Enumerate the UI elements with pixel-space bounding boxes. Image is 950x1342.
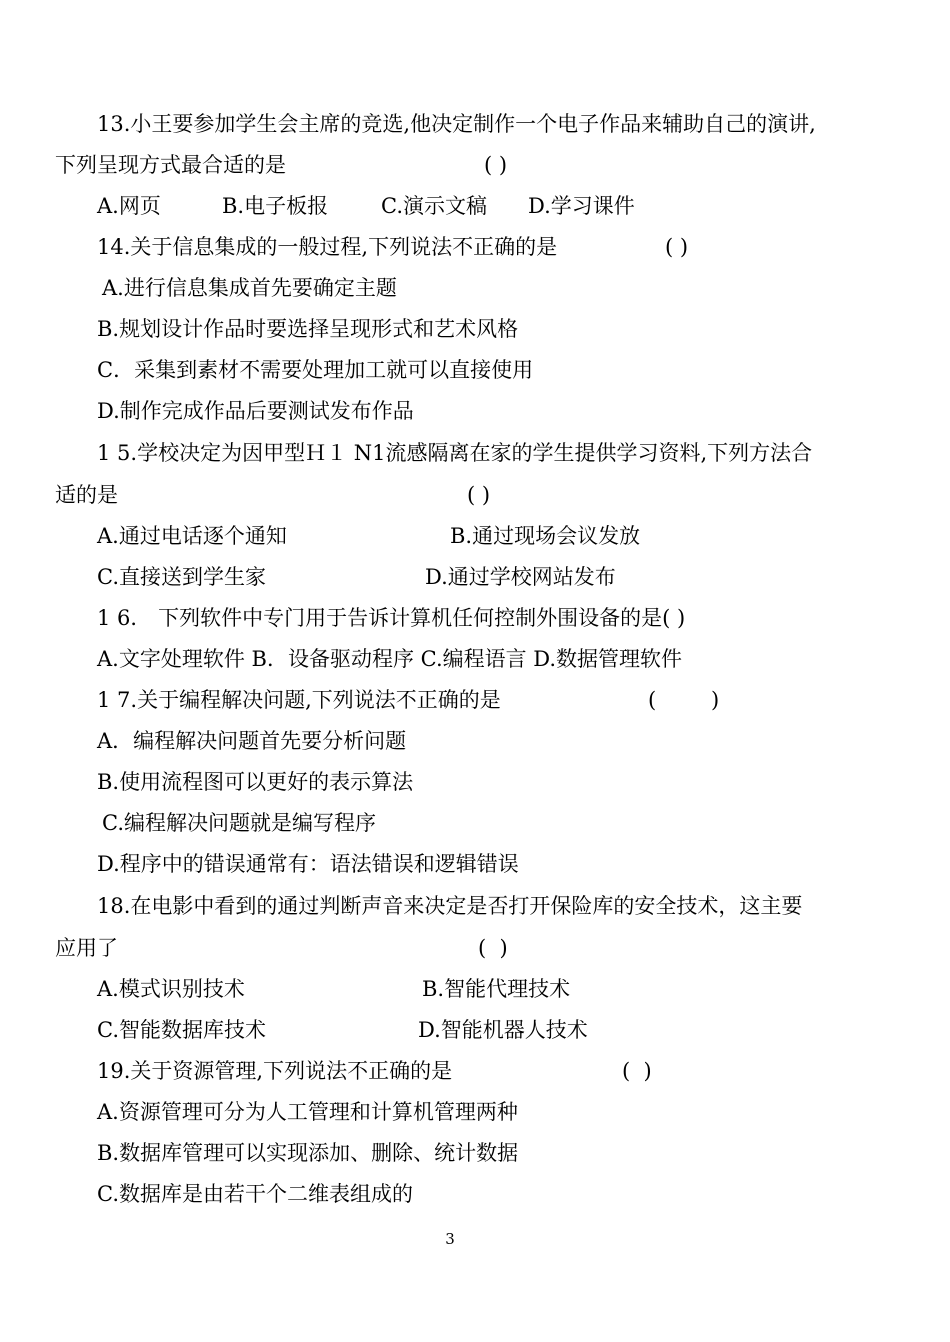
q18-option-a: A.模式识别技术 (97, 977, 245, 1001)
q19-option-a: A.资源管理可分为人工管理和计算机管理两种 (97, 1100, 518, 1124)
q18-stem-line1: 18.在电影中看到的通过判断声音来决定是否打开保险库的安全技术，这主要 (97, 894, 803, 918)
q14-option-d: D.制作完成作品后要测试发布作品 (97, 399, 414, 423)
q19-option-c: C.数据库是由若干个二维表组成的 (97, 1182, 413, 1206)
q15-answer-blank: ( ) (467, 483, 491, 507)
q17-option-a: A．编程解决问题首先要分析问题 (97, 729, 407, 753)
q18-option-d: D.智能机器人技术 (418, 1018, 588, 1042)
q17-option-b: B.使用流程图可以更好的表示算法 (97, 770, 414, 794)
q13-answer-blank: ( ) (484, 153, 508, 177)
q13-stem-line2: 下列呈现方式最合适的是 (55, 153, 286, 177)
q16-options: A.文字处理软件 B．设备驱动程序 C.编程语言 D.数据管理软件 (97, 647, 683, 671)
q13-option-b: B.电子板报 (222, 194, 329, 218)
q14-option-c: C．采集到素材不需要处理加工就可以直接使用 (97, 358, 534, 382)
q19-answer-blank: ( ) (622, 1059, 652, 1083)
q19-option-b: B.数据库管理可以实现添加、删除、统计数据 (97, 1141, 519, 1165)
q14-option-a: A.进行信息集成首先要确定主题 (102, 276, 397, 300)
q15-option-c: C.直接送到学生家 (97, 565, 266, 589)
q19-stem: 19.关于资源管理,下列说法不正确的是 (97, 1059, 453, 1083)
q13-stem-line1: 13.小王要参加学生会主席的竞选,他决定制作一个电子作品来辅助自己的演讲, (97, 112, 816, 136)
q15-option-b: B.通过现场会议发放 (450, 524, 641, 548)
q13-option-a: A.网页 (97, 194, 161, 218)
q17-option-c: C.编程解决问题就是编写程序 (102, 811, 376, 835)
q17-option-d: D.程序中的错误通常有：语法错误和逻辑错误 (97, 852, 519, 876)
q15-option-a: A.通过电话逐个通知 (97, 524, 287, 548)
q18-option-b: B.智能代理技术 (422, 977, 571, 1001)
q15-stem-line2: 适的是 (55, 483, 118, 507)
q18-option-c: C.智能数据库技术 (97, 1018, 266, 1042)
page-number: 3 (445, 1230, 455, 1248)
q13-option-c: C.演示文稿 (381, 194, 487, 218)
q18-answer-blank: ( ) (478, 936, 508, 960)
q15-stem-line1: 1 5.学校决定为因甲型Ｈ１ N1流感隔离在家的学生提供学习资料,下列方法合 (97, 441, 813, 465)
q14-stem: 14.关于信息集成的一般过程,下列说法不正确的是 (97, 235, 558, 259)
q13-option-d: D.学习课件 (528, 194, 635, 218)
q15-option-d: D.通过学校网站发布 (425, 565, 616, 589)
q14-option-b: B.规划设计作品时要选择呈现形式和艺术风格 (97, 317, 519, 341)
q14-answer-blank: ( ) (665, 235, 689, 259)
q16-stem: 1 6． 下列软件中专门用于告诉计算机任何控制外围设备的是( ) (97, 606, 686, 630)
q17-blank-close: ) (711, 688, 720, 712)
q18-stem-line2: 应用了 (55, 936, 118, 960)
q17-stem: 1 7.关于编程解决问题,下列说法不正确的是 (97, 688, 501, 712)
q17-blank-open: ( (648, 688, 657, 712)
